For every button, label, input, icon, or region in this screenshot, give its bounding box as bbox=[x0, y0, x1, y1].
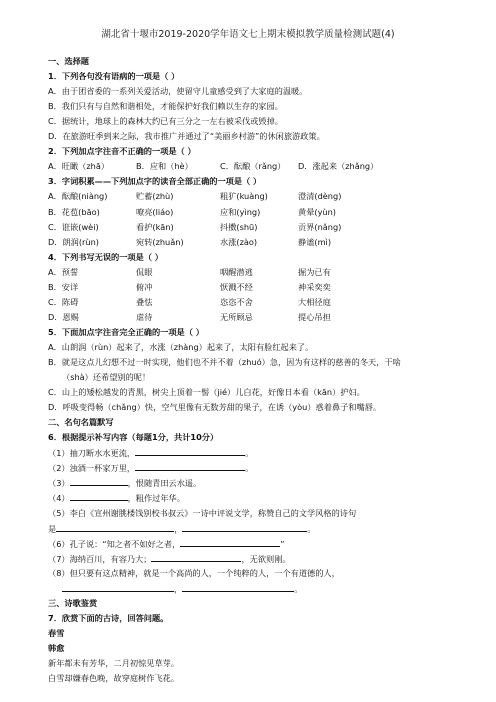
text-line bbox=[48, 357, 401, 368]
line-text-after: 。 bbox=[294, 583, 303, 594]
line-text: C．山上的矮松越发的青黑，树尖上顶着一髻（jié）儿白花，好像日本看（kān）护妇。 bbox=[48, 387, 365, 398]
line-text: D．在旅游旺季到来之际，我市推广并通过了“美丽乡村游”的休闲旅游政策。 bbox=[48, 131, 325, 142]
answer-blank[interactable] bbox=[56, 523, 174, 532]
option-cell: C．酝酿（rǎng） bbox=[220, 161, 286, 172]
option-cell: 大相径庭 bbox=[298, 296, 331, 307]
text-line bbox=[48, 71, 179, 82]
option-cell: 静谧(mì) bbox=[298, 236, 332, 247]
text-line bbox=[48, 327, 204, 338]
text-line bbox=[48, 252, 163, 263]
text-line bbox=[48, 447, 253, 459]
text-line bbox=[48, 402, 381, 413]
answer-blank[interactable] bbox=[135, 447, 245, 456]
line-text: （3） bbox=[48, 478, 70, 489]
line-text-after: ， bbox=[174, 523, 183, 534]
line-text: 1．下列各句没有语病的一项是（ ） bbox=[48, 71, 180, 82]
option-cell: A．预誓 bbox=[48, 266, 79, 277]
option-cell: 看护(kān) bbox=[136, 221, 174, 232]
line-text: （6）孔子说：“知之者不如好之者， bbox=[48, 538, 181, 549]
text-line bbox=[48, 387, 365, 398]
line-text: 三、诗歌鉴赏 bbox=[48, 597, 98, 608]
text-line bbox=[48, 56, 89, 67]
text-line bbox=[48, 477, 201, 489]
answer-blank[interactable] bbox=[151, 553, 241, 562]
line-text: （4） bbox=[48, 493, 70, 504]
line-text: 一、选择题 bbox=[48, 56, 89, 66]
option-cell: 神采奕奕 bbox=[298, 281, 331, 292]
option-cell: 贮蓄(zhù) bbox=[136, 191, 174, 202]
line-text: 韩愈 bbox=[48, 642, 65, 653]
line-text: 2．下列加点字注音不正确的一项是（ ） bbox=[48, 146, 196, 157]
option-cell: 掘为已有 bbox=[298, 266, 331, 277]
line-text: 二、名句名篇默写 bbox=[48, 417, 114, 428]
line-text: B．就是这点儿幻想不过一时实现，他们也不并不着（zhuó）急，因为有这样的慈善的冬天，干啥 bbox=[48, 357, 401, 367]
text-line bbox=[48, 538, 285, 550]
line-text: A．山朗润（rùn）起来了，水涨（zhàng）起来了，太阳有脸红起来了。 bbox=[48, 341, 314, 352]
line-text-after: 。 bbox=[245, 448, 254, 459]
text-line bbox=[48, 146, 196, 157]
line-text-after: ， bbox=[174, 583, 183, 594]
option-cell: 嘹亮(liáo) bbox=[136, 206, 174, 217]
text-line bbox=[48, 131, 325, 142]
line-text: （1）抽刀断水水更流， bbox=[48, 448, 136, 459]
option-cell: 提心吊担 bbox=[298, 311, 331, 322]
line-text: B．我们只有与自然和谐相处，才能保护好我们赖以生存的家园。 bbox=[48, 101, 283, 112]
option-cell: 贡界(nǎng) bbox=[298, 221, 342, 232]
text-line bbox=[48, 86, 307, 97]
option-cell: A．旺瞰（zhā） bbox=[48, 161, 110, 172]
text-line bbox=[48, 462, 253, 474]
option-cell: 无所顾忌 bbox=[220, 311, 253, 322]
option-cell: D．恩赐 bbox=[48, 311, 79, 322]
line-text-after: ，无欲则刚。 bbox=[241, 553, 291, 564]
option-cell: 虐待 bbox=[136, 311, 153, 322]
line-text: 7．欣赏下面的古诗，回答问题。 bbox=[48, 612, 169, 623]
line-text: （5）李白《宣州谢朓楼饯别校书叔云》一诗中评说文学，称赞自己的文学风格的诗句 bbox=[48, 507, 357, 518]
answer-blank[interactable] bbox=[180, 538, 280, 547]
text-line bbox=[48, 673, 179, 684]
answer-blank[interactable] bbox=[62, 583, 174, 592]
text-line bbox=[48, 417, 114, 428]
line-text-after: 。 bbox=[307, 523, 316, 534]
text-line bbox=[48, 432, 218, 443]
line-text-after: ” bbox=[280, 538, 285, 549]
line-text: 新年都未有芳华，二月初惊见草芽。 bbox=[48, 658, 180, 668]
option-cell: C．诳嵌(wèi) bbox=[48, 221, 99, 232]
line-text-after: ，粗作过年华。 bbox=[127, 493, 185, 504]
option-cell: C．陈碍 bbox=[48, 296, 79, 307]
option-cell: 俯冲 bbox=[136, 281, 153, 292]
option-cell: D．朗润(rùn) bbox=[48, 236, 100, 247]
text-line bbox=[48, 553, 291, 565]
line-text-after: 。 bbox=[245, 463, 254, 474]
text-line bbox=[48, 116, 283, 127]
option-cell: 咽醒潜逃 bbox=[220, 266, 253, 277]
answer-blank[interactable] bbox=[70, 477, 128, 486]
option-cell: 澄清(dèng) bbox=[298, 191, 342, 202]
line-text: 6．根据提示补写内容（每题1分，共计10分） bbox=[48, 432, 219, 443]
line-text-after: ，恨随青田云水遥。 bbox=[127, 478, 202, 489]
line-text: （8）但只要有这点精神，就是一个高尚的人，一个纯粹的人，一个有道德的人， bbox=[48, 567, 340, 578]
option-cell: 水涨(zào) bbox=[220, 236, 258, 247]
text-line bbox=[48, 176, 261, 187]
line-text: D．呼吸变得畅（chǎng）快，空气里像有无数芳甜的果子，在诱（yòu）惑着鼻子和嘴唇。 bbox=[48, 402, 382, 413]
line-text: （7）海纳百川，有容乃大； bbox=[48, 553, 152, 564]
line-text: 白雪却嫌春色晚，故穿庭树作飞花。 bbox=[48, 673, 180, 684]
text-line bbox=[48, 492, 185, 504]
line-text: （shà）还希望别的呢！ bbox=[62, 372, 151, 383]
text-line bbox=[48, 658, 179, 669]
text-line bbox=[48, 598, 97, 609]
line-text: 春雪 bbox=[48, 627, 65, 638]
option-cell: A．酝酿(niàng) bbox=[48, 191, 108, 202]
text-line bbox=[48, 613, 168, 624]
line-text: 3．字词积累——下列加点字的读音全部正确的一项是（ ） bbox=[48, 176, 262, 187]
line-text: A．由于团省委的一系列关爱活动，使留守儿童感受到了大家庭的温暖。 bbox=[48, 86, 308, 97]
option-cell: 恹溅不经 bbox=[220, 281, 253, 292]
line-text: C．据统计，地球上的森林大约已有三分之一左右被采伐或毁掉。 bbox=[48, 116, 283, 127]
answer-blank[interactable] bbox=[135, 462, 245, 471]
option-cell: 抖擞(shū) bbox=[220, 221, 258, 232]
answer-blank[interactable] bbox=[182, 523, 307, 532]
text-line bbox=[48, 568, 340, 579]
option-cell: 宛转(zhuǎn) bbox=[136, 236, 184, 247]
option-cell: B．应和（hè） bbox=[136, 161, 193, 172]
document-title: 湖北省十堰市2019-2020学年语文七上期末模拟教学质量检测试题(4) bbox=[101, 29, 395, 40]
answer-blank[interactable] bbox=[182, 583, 294, 592]
text-line bbox=[48, 101, 283, 112]
option-cell: 粗犷(kuàng) bbox=[220, 191, 268, 202]
line-text: 4．下列书写无误的一项是（ ） bbox=[48, 251, 163, 262]
option-cell: B．安详 bbox=[48, 281, 79, 292]
line-text: （2）浊酒一杯家万里， bbox=[48, 463, 136, 474]
option-cell: B．花苞(bāo) bbox=[48, 206, 100, 217]
text-line bbox=[62, 372, 150, 383]
option-cell: 叠怯 bbox=[136, 296, 153, 307]
text-line bbox=[48, 342, 313, 353]
answer-blank[interactable] bbox=[70, 492, 128, 501]
text-line bbox=[48, 643, 64, 654]
option-cell: 恣恣不舍 bbox=[220, 296, 253, 307]
line-text: 是 bbox=[48, 523, 57, 534]
text-line bbox=[62, 583, 302, 595]
text-line bbox=[48, 628, 64, 639]
option-cell: D．涨起来（zhǎng） bbox=[298, 161, 379, 172]
option-cell: 黄晕(yùn) bbox=[298, 206, 336, 217]
option-cell: 应和(yìng) bbox=[220, 206, 261, 217]
option-cell: 侃眼 bbox=[136, 266, 153, 277]
text-line bbox=[48, 508, 356, 519]
line-text: 5．下面加点字注音完全正确的一项是（ ） bbox=[48, 326, 204, 337]
text-line bbox=[48, 523, 316, 535]
